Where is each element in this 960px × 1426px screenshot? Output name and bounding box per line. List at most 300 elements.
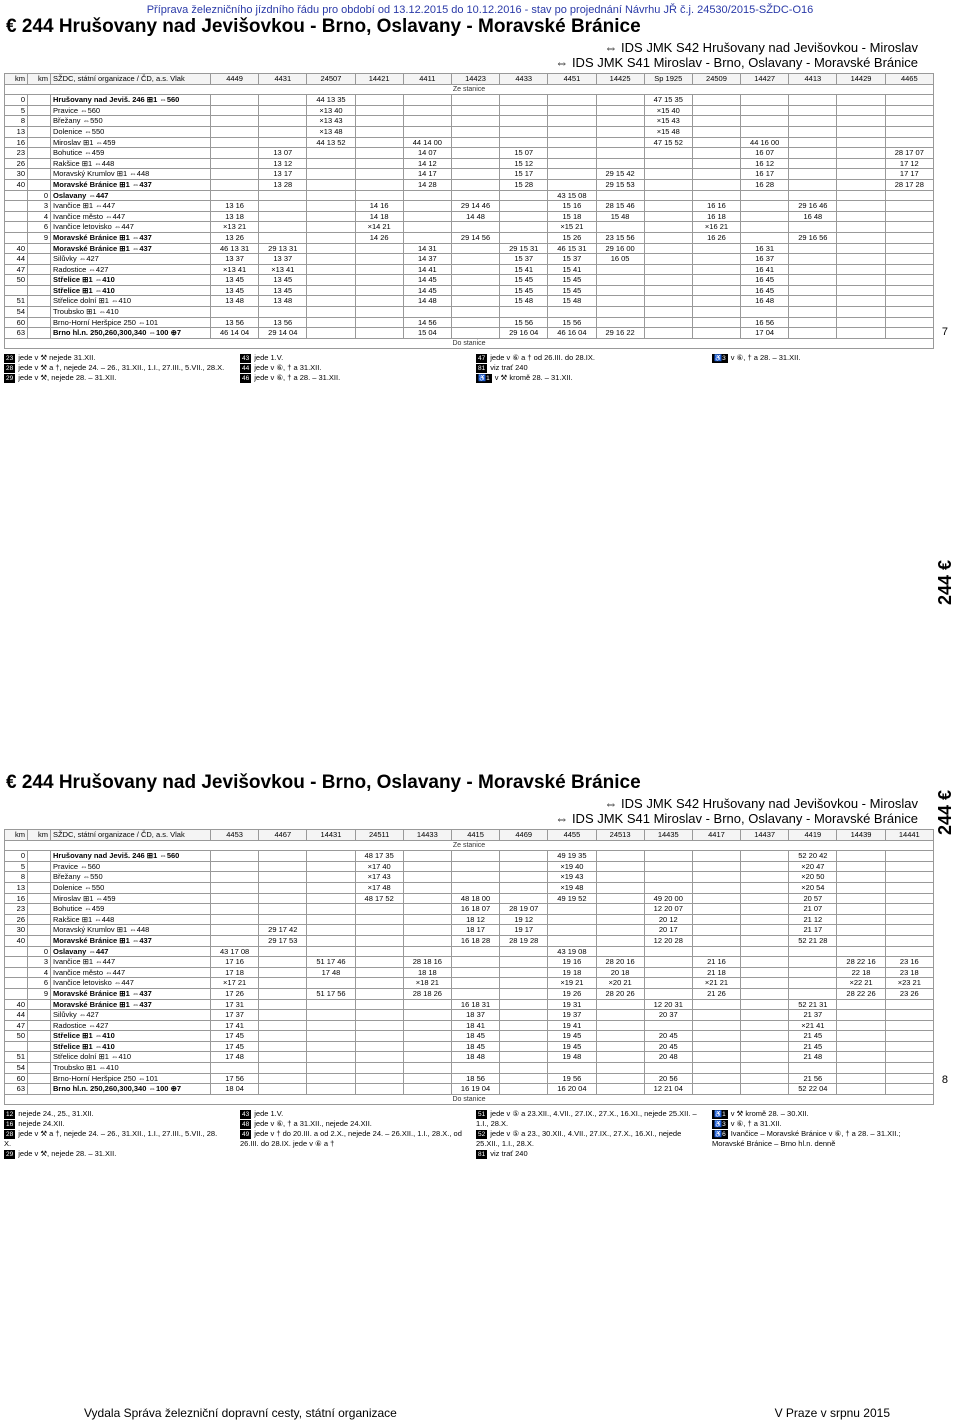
time-cell [837, 1031, 885, 1042]
time-cell: 20 45 [644, 1031, 692, 1042]
time-cell [692, 254, 740, 265]
time-cell [307, 285, 355, 296]
time-cell [741, 861, 789, 872]
time-cell: 16 20 04 [548, 1084, 596, 1095]
time-cell: 18 45 [451, 1031, 499, 1042]
km-value [28, 296, 51, 307]
station-row [5, 1073, 934, 1084]
km-value: 16 [5, 137, 28, 148]
footnote [712, 1119, 934, 1129]
time-cell: 21 18 [692, 967, 740, 978]
km-value [5, 190, 28, 201]
time-cell [403, 126, 451, 137]
station-name: Břežany ⇔550 [51, 116, 211, 127]
time-cell: ×19 48 [548, 882, 596, 893]
time-cell [355, 1063, 403, 1074]
time-cell: 14 45 [403, 275, 451, 286]
time-cell: 15 48 [500, 296, 548, 307]
time-cell [259, 1020, 307, 1031]
station-row [5, 307, 934, 318]
time-cell [692, 999, 740, 1010]
time-cell [355, 179, 403, 190]
km-value [28, 1010, 51, 1021]
km-value: 26 [5, 914, 28, 925]
footnote-text: nejede 24.XII. [18, 1119, 65, 1129]
time-cell [596, 882, 644, 893]
time-cell: 21 17 [789, 925, 837, 936]
time-cell [837, 296, 885, 307]
time-cell [837, 285, 885, 296]
time-cell: 46 14 04 [211, 328, 259, 339]
time-cell: 16 07 [741, 148, 789, 159]
time-cell [259, 190, 307, 201]
station-name: Radostice ⇔427 [51, 264, 211, 275]
station-name: Ivančice město ⇔447 [51, 211, 211, 222]
time-cell [837, 872, 885, 883]
time-cell [355, 988, 403, 999]
ids-subtitle-s42: ⇔ IDS JMK S42 Hrušovany nad Jevišovkou - Miroslav [604, 40, 918, 55]
km-value: 54 [5, 1063, 28, 1074]
km-header: km [5, 830, 28, 841]
time-cell [789, 116, 837, 127]
station-name: Radostice ⇔427 [51, 1020, 211, 1031]
time-cell [307, 328, 355, 339]
time-cell: 28 20 16 [596, 957, 644, 968]
time-cell [837, 179, 885, 190]
time-cell [837, 190, 885, 201]
time-cell [837, 904, 885, 915]
time-cell: 20 12 [644, 914, 692, 925]
time-cell: 29 16 00 [596, 243, 644, 254]
time-cell [837, 1020, 885, 1031]
km-value [5, 211, 28, 222]
time-cell: 43 15 08 [548, 190, 596, 201]
time-cell: 16 05 [596, 254, 644, 265]
time-cell [500, 1052, 548, 1063]
time-cell [644, 264, 692, 275]
time-cell [500, 957, 548, 968]
time-cell [692, 328, 740, 339]
station-row [5, 137, 934, 148]
km-value [28, 1052, 51, 1063]
time-cell: 51 17 56 [307, 988, 355, 999]
time-cell [789, 1063, 837, 1074]
time-cell [307, 222, 355, 233]
time-cell [789, 275, 837, 286]
time-cell [307, 275, 355, 286]
train-number: 4419 [789, 830, 837, 841]
time-cell [644, 232, 692, 243]
station-row [5, 967, 934, 978]
time-cell: 19 45 [548, 1031, 596, 1042]
time-cell [885, 851, 933, 862]
time-cell [307, 999, 355, 1010]
time-cell: 14 17 [403, 169, 451, 180]
station-row [5, 893, 934, 904]
km-value: 3 [28, 201, 51, 212]
time-cell: ×15 21 [548, 222, 596, 233]
time-cell [837, 999, 885, 1010]
time-cell [837, 116, 885, 127]
time-cell: ×20 47 [789, 861, 837, 872]
time-cell: 28 17 28 [885, 179, 933, 190]
footnote [4, 363, 226, 373]
time-cell [451, 882, 499, 893]
time-cell [885, 190, 933, 201]
time-cell: 15 28 [500, 179, 548, 190]
km-value: 51 [5, 1052, 28, 1063]
train-number: 14439 [837, 830, 885, 841]
footnote [476, 353, 698, 363]
station-row [5, 179, 934, 190]
station-name: Střelice dolní ⊞1 ⇔410 [51, 1052, 211, 1063]
time-cell [451, 169, 499, 180]
station-name: Oslavany ⇔447 [51, 190, 211, 201]
footnote-text: jede v ⑥, † a 31.XII., nejede 24.XII. [254, 1119, 372, 1129]
train-number: 14433 [403, 830, 451, 841]
time-cell [307, 148, 355, 159]
time-cell [211, 158, 259, 169]
time-cell [837, 1063, 885, 1074]
time-cell [885, 201, 933, 212]
time-cell: 19 18 [548, 967, 596, 978]
station-name: Břežany ⇔550 [51, 872, 211, 883]
time-cell [500, 222, 548, 233]
footnote-text: jede v ⑥ a † od 26.III. do 28.IX. [490, 353, 595, 363]
time-cell: 17 56 [211, 1073, 259, 1084]
time-cell: 21 07 [789, 904, 837, 915]
time-cell [789, 95, 837, 106]
time-cell [692, 190, 740, 201]
time-cell [451, 137, 499, 148]
station-name: Silůvky ⇔427 [51, 1010, 211, 1021]
time-cell: ×16 21 [692, 222, 740, 233]
time-cell [403, 1084, 451, 1095]
time-cell: ×17 43 [355, 872, 403, 883]
time-cell [451, 148, 499, 159]
header-note: Příprava železničního jízdního řádu pro období od 13.12.2015 do 10.12.2016 - stav po projednání Návrhu JŘ č.j. 24530/2015-SŽDC-O16 [146, 4, 814, 16]
time-cell: 16 45 [741, 285, 789, 296]
time-cell [500, 201, 548, 212]
time-cell [355, 925, 403, 936]
time-cell [885, 1063, 933, 1074]
time-cell: 52 22 04 [789, 1084, 837, 1095]
time-cell [259, 211, 307, 222]
footnote-text: viz trať 240 [490, 363, 528, 373]
time-cell [885, 1084, 933, 1095]
km-value: 47 [5, 264, 28, 275]
time-cell: 20 56 [644, 1073, 692, 1084]
time-cell [789, 222, 837, 233]
time-cell: ×18 21 [403, 978, 451, 989]
time-cell: 13 28 [259, 179, 307, 190]
time-cell [211, 872, 259, 883]
footnote [240, 1109, 462, 1119]
footnote-badge: 23 [6, 355, 14, 363]
time-cell [789, 169, 837, 180]
time-cell [741, 126, 789, 137]
footnote-text: v ⑥, † a 28. – 31.XII. [730, 353, 801, 363]
time-cell: 29 13 31 [259, 243, 307, 254]
time-cell: 14 56 [403, 317, 451, 328]
time-cell [644, 861, 692, 872]
station-row [5, 914, 934, 925]
time-cell [692, 935, 740, 946]
time-cell: 13 07 [259, 148, 307, 159]
time-cell: ×13 21 [211, 222, 259, 233]
time-cell [837, 211, 885, 222]
station-row [5, 978, 934, 989]
time-cell [451, 978, 499, 989]
time-cell: 21 45 [789, 1031, 837, 1042]
km-value: 63 [5, 1084, 28, 1095]
time-cell: 15 16 [548, 201, 596, 212]
time-cell [403, 914, 451, 925]
time-cell [596, 935, 644, 946]
time-cell [741, 201, 789, 212]
km-value: 0 [5, 851, 28, 862]
time-cell [837, 169, 885, 180]
time-cell [259, 851, 307, 862]
station-row [5, 148, 934, 159]
time-cell: 14 41 [403, 264, 451, 275]
time-cell [500, 882, 548, 893]
station-row [5, 1031, 934, 1042]
station-row [5, 264, 934, 275]
time-cell [596, 296, 644, 307]
time-cell: 15 37 [548, 254, 596, 265]
time-cell [885, 1031, 933, 1042]
time-cell [837, 851, 885, 862]
station-name: Brno-Horní Heršpice 250 ⇔101 [51, 317, 211, 328]
time-cell [500, 211, 548, 222]
time-cell [355, 1010, 403, 1021]
time-cell: ×15 40 [644, 105, 692, 116]
train-number: 4415 [451, 830, 499, 841]
station-name: Miroslav ⊞1 ⇔459 [51, 137, 211, 148]
time-cell [451, 861, 499, 872]
time-cell [355, 1052, 403, 1063]
time-cell: 17 48 [211, 1052, 259, 1063]
train-number: 4469 [500, 830, 548, 841]
time-cell [451, 105, 499, 116]
time-cell [403, 1010, 451, 1021]
time-cell [837, 328, 885, 339]
time-cell [355, 946, 403, 957]
time-cell [259, 872, 307, 883]
time-cell [403, 95, 451, 106]
time-cell [692, 105, 740, 116]
footnote-badge: 43 [242, 1111, 250, 1119]
time-cell: 19 16 [548, 957, 596, 968]
time-cell [259, 861, 307, 872]
km-value: 44 [5, 254, 28, 265]
train-number: 14429 [837, 74, 885, 85]
station-row [5, 935, 934, 946]
time-cell: 16 28 [741, 179, 789, 190]
time-cell: 18 12 [451, 914, 499, 925]
time-cell [403, 861, 451, 872]
time-cell [837, 232, 885, 243]
station-row [5, 126, 934, 137]
time-cell [692, 179, 740, 190]
time-cell [644, 872, 692, 883]
time-cell [837, 1052, 885, 1063]
time-cell [741, 925, 789, 936]
time-cell [692, 137, 740, 148]
time-cell [500, 851, 548, 862]
time-cell [885, 254, 933, 265]
footnote-text: nejede 24., 25., 31.XII. [18, 1109, 94, 1119]
time-cell: 14 31 [403, 243, 451, 254]
time-cell [403, 925, 451, 936]
from-station-row [5, 840, 934, 851]
time-cell: 14 48 [451, 211, 499, 222]
km-value [28, 264, 51, 275]
station-name: Hrušovany nad Jeviš. 246 ⊞1 ⇔560 [51, 95, 211, 106]
time-cell [692, 1084, 740, 1095]
time-cell [644, 296, 692, 307]
time-cell: 16 19 04 [451, 1084, 499, 1095]
km-value: 50 [5, 275, 28, 286]
footnote-text: jede 1.V. [254, 353, 284, 363]
time-cell: 17 41 [211, 1020, 259, 1031]
time-cell [307, 169, 355, 180]
station-name: Rakšice ⊞1 ⇔448 [51, 914, 211, 925]
timetable-grid [4, 829, 934, 1105]
km-value [28, 1031, 51, 1042]
km-value: 0 [28, 946, 51, 957]
time-cell [596, 126, 644, 137]
time-cell [885, 328, 933, 339]
km-value: 4 [28, 967, 51, 978]
time-cell [644, 882, 692, 893]
time-cell: 16 18 [692, 211, 740, 222]
footnote-badge: 81 [478, 365, 486, 373]
time-cell [885, 872, 933, 883]
time-cell: 29 14 56 [451, 232, 499, 243]
time-cell [451, 328, 499, 339]
time-cell [451, 243, 499, 254]
footnote [476, 1149, 698, 1159]
time-cell [211, 179, 259, 190]
time-cell: 14 12 [403, 158, 451, 169]
time-cell [837, 317, 885, 328]
time-cell [741, 957, 789, 968]
time-cell: 15 26 [548, 232, 596, 243]
time-cell [355, 95, 403, 106]
time-cell [789, 105, 837, 116]
time-cell: 20 48 [644, 1052, 692, 1063]
station-row [5, 882, 934, 893]
time-cell: 29 14 04 [259, 328, 307, 339]
km-value: 40 [5, 935, 28, 946]
time-cell [837, 201, 885, 212]
time-cell: 29 16 22 [596, 328, 644, 339]
time-cell [403, 222, 451, 233]
time-cell [789, 296, 837, 307]
time-cell [451, 264, 499, 275]
time-cell [451, 957, 499, 968]
station-name: Střelice ⊞1 ⇔410 [51, 285, 211, 296]
time-cell [596, 914, 644, 925]
time-cell [596, 1031, 644, 1042]
station-row [5, 1052, 934, 1063]
km-value [5, 232, 28, 243]
footnote [712, 353, 934, 363]
time-cell [789, 285, 837, 296]
time-cell [259, 978, 307, 989]
time-cell: 19 17 [500, 925, 548, 936]
time-cell [259, 137, 307, 148]
station-row [5, 275, 934, 286]
time-cell: 18 04 [211, 1084, 259, 1095]
station-name: Silůvky ⇔427 [51, 254, 211, 265]
time-cell [692, 116, 740, 127]
time-cell [885, 914, 933, 925]
time-cell: 29 17 42 [259, 925, 307, 936]
time-cell: 15 07 [500, 148, 548, 159]
time-cell [885, 904, 933, 915]
km-value [5, 285, 28, 296]
time-cell [596, 925, 644, 936]
time-cell [211, 882, 259, 893]
time-cell: 19 56 [548, 1073, 596, 1084]
train-number: 14431 [307, 830, 355, 841]
time-cell [741, 935, 789, 946]
time-cell [692, 126, 740, 137]
time-cell [500, 105, 548, 116]
time-cell [596, 95, 644, 106]
time-cell: ×20 50 [789, 872, 837, 883]
time-cell [451, 254, 499, 265]
from-station-label: Ze stanice [5, 84, 934, 95]
time-cell [259, 999, 307, 1010]
time-cell [259, 946, 307, 957]
time-cell [644, 307, 692, 318]
time-cell [355, 158, 403, 169]
time-cell: 49 20 00 [644, 893, 692, 904]
time-cell [885, 925, 933, 936]
time-cell: 16 16 [692, 201, 740, 212]
km-value [28, 935, 51, 946]
km-value: 44 [5, 1010, 28, 1021]
footnote [4, 1149, 226, 1159]
time-cell: 23 18 [885, 967, 933, 978]
time-cell [307, 872, 355, 883]
km-value [28, 307, 51, 318]
station-name: Ivančice letovisko ⇔447 [51, 978, 211, 989]
time-cell: ×19 21 [548, 978, 596, 989]
time-cell [692, 904, 740, 915]
time-cell: 48 18 00 [451, 893, 499, 904]
time-cell [307, 179, 355, 190]
time-cell [403, 1052, 451, 1063]
time-cell [885, 1052, 933, 1063]
time-cell: 23 15 56 [596, 232, 644, 243]
footnote-text: v ⚒ kromě 28. – 30.XII. [730, 1109, 809, 1119]
time-cell [211, 169, 259, 180]
time-cell [837, 275, 885, 286]
time-cell [741, 116, 789, 127]
time-cell [307, 1063, 355, 1074]
footnote-text: Ivančice – Moravské Bránice v ⑥, † a 28. – 31.XII.; Moravské Bránice – Brno hl.n. denně [712, 1129, 901, 1149]
station-name: Rakšice ⊞1 ⇔448 [51, 158, 211, 169]
time-cell [885, 893, 933, 904]
time-cell: 29 15 42 [596, 169, 644, 180]
time-cell: ×17 40 [355, 861, 403, 872]
station-name: Střelice ⊞1 ⇔410 [51, 275, 211, 286]
